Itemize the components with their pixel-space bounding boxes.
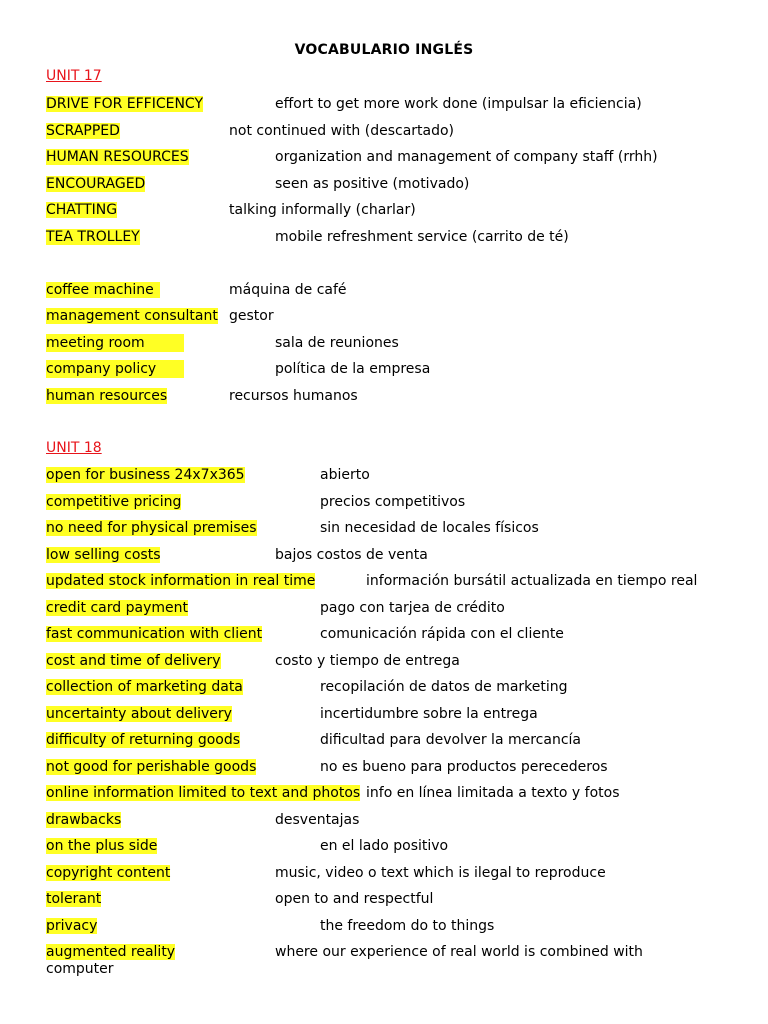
vocab-definition: mobile refreshment service (carrito de té) xyxy=(275,229,569,245)
vocab-term: open for business 24x7x365 xyxy=(46,467,245,483)
unit-heading: UNIT 18 xyxy=(46,440,102,456)
vocab-definition: información bursátil actualizada en tiempo real xyxy=(366,573,698,589)
vocab-definition: open to and respectful xyxy=(275,891,434,907)
vocab-term: credit card payment xyxy=(46,600,188,616)
vocab-term: CHATTING xyxy=(46,202,118,218)
vocab-definition: effort to get more work done (impulsar la eficiencia) xyxy=(275,96,642,112)
vocab-term: TEA TROLLEY xyxy=(46,229,140,245)
vocab-term: meeting room xyxy=(46,334,184,352)
vocab-term: HUMAN RESOURCES xyxy=(46,149,189,165)
vocab-definition: costo y tiempo de entrega xyxy=(275,653,460,669)
vocab-definition: the freedom do to things xyxy=(320,918,495,934)
vocab-definition: precios competitivos xyxy=(320,494,466,510)
vocab-definition: en el lado positivo xyxy=(320,838,449,854)
vocab-definition: desventajas xyxy=(275,812,360,828)
document-title: VOCABULARIO INGLÉS xyxy=(294,42,474,58)
vocab-definition: comunicación rápida con el cliente xyxy=(320,626,564,642)
vocab-term: fast communication with client xyxy=(46,626,263,642)
vocab-term: management consultant xyxy=(46,308,218,324)
vocab-term: augmented reality xyxy=(46,944,176,960)
vocab-definition: gestor xyxy=(229,308,274,324)
vocab-term: privacy xyxy=(46,918,98,934)
vocab-definition: recopilación de datos de marketing xyxy=(320,679,568,695)
vocab-definition: pago con tarjea de crédito xyxy=(320,600,505,616)
vocab-definition: política de la empresa xyxy=(275,361,431,377)
vocab-term: coffee machine xyxy=(46,281,160,299)
vocab-term: company policy xyxy=(46,360,184,378)
vocab-definition-continuation: computer xyxy=(46,961,114,977)
vocab-term: ENCOURAGED xyxy=(46,176,146,192)
vocab-term: tolerant xyxy=(46,891,102,907)
vocab-term: cost and time of delivery xyxy=(46,653,221,669)
vocab-definition: where our experience of real world is combined with xyxy=(275,944,643,960)
vocab-definition: talking informally (charlar) xyxy=(229,202,416,218)
vocab-definition: dificultad para devolver la mercancía xyxy=(320,732,581,748)
vocab-term: online information limited to text and photos xyxy=(46,785,361,801)
vocab-term: human resources xyxy=(46,388,168,404)
vocab-term: no need for physical premises xyxy=(46,520,257,536)
vocab-term: SCRAPPED xyxy=(46,123,120,139)
vocab-definition: seen as positive (motivado) xyxy=(275,176,470,192)
vocab-definition: sin necesidad de locales físicos xyxy=(320,520,539,536)
vocab-term: not good for perishable goods xyxy=(46,759,257,775)
vocab-definition: bajos costos de venta xyxy=(275,547,428,563)
vocab-definition: no es bueno para productos perecederos xyxy=(320,759,608,775)
vocab-term: competitive pricing xyxy=(46,494,182,510)
vocab-term: difficulty of returning goods xyxy=(46,732,241,748)
vocab-term: updated stock information in real time xyxy=(46,573,316,589)
vocab-term: on the plus side xyxy=(46,838,158,854)
vocab-definition: abierto xyxy=(320,467,370,483)
vocab-definition: info en línea limitada a texto y fotos xyxy=(366,785,620,801)
vocab-definition: incertidumbre sobre la entrega xyxy=(320,706,538,722)
vocab-definition: sala de reuniones xyxy=(275,335,399,351)
vocab-definition: not continued with (descartado) xyxy=(229,123,455,139)
vocab-definition: organization and management of company staff (rrhh) xyxy=(275,149,658,165)
vocab-definition: music, video o text which is ilegal to reproduce xyxy=(275,865,606,881)
vocab-term: uncertainty about delivery xyxy=(46,706,232,722)
vocab-term: low selling costs xyxy=(46,547,161,563)
vocab-term: collection of marketing data xyxy=(46,679,243,695)
vocab-term: DRIVE FOR EFFICENCY xyxy=(46,96,204,112)
unit-heading: UNIT 17 xyxy=(46,68,102,84)
vocab-definition: recursos humanos xyxy=(229,388,358,404)
vocab-definition: máquina de café xyxy=(229,282,347,298)
vocab-term: drawbacks xyxy=(46,812,122,828)
vocab-term: copyright content xyxy=(46,865,171,881)
